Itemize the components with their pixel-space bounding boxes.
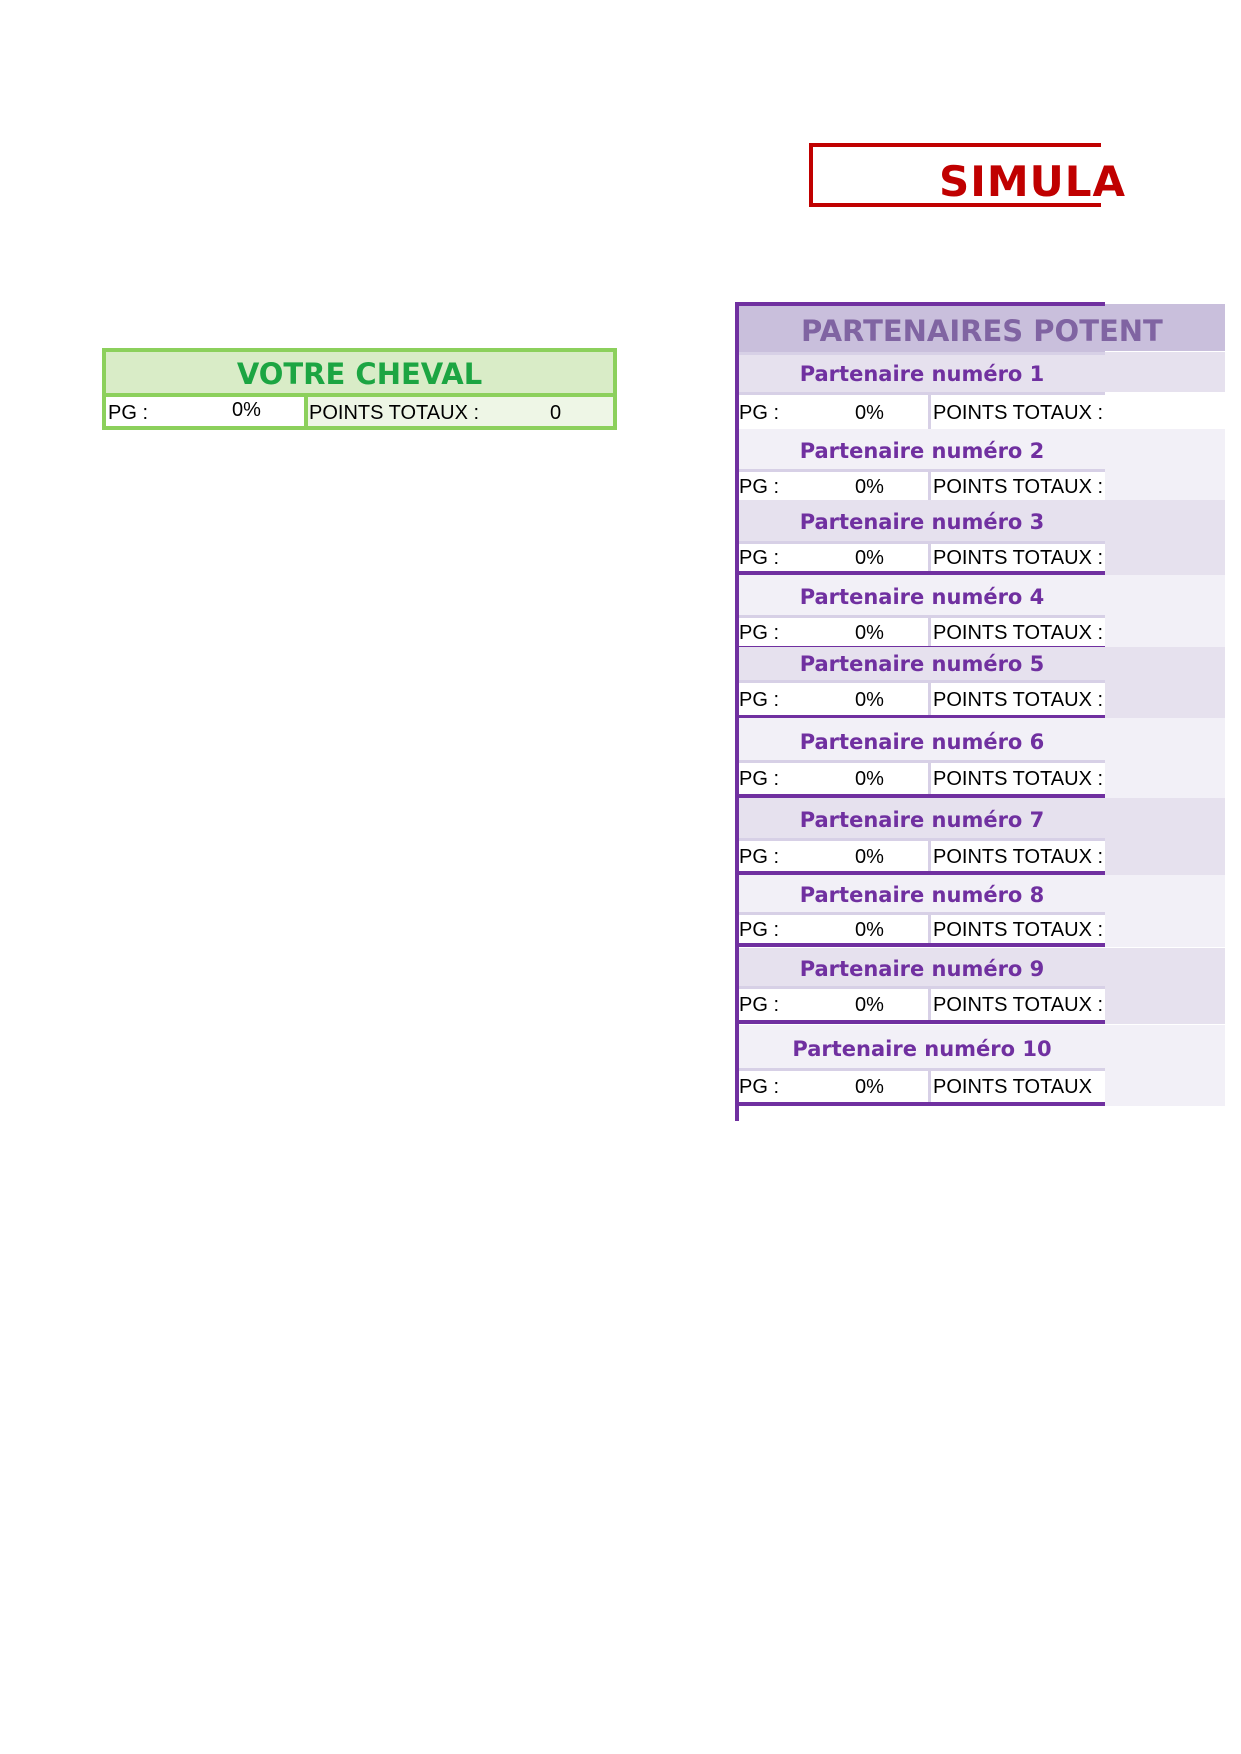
partner-pg-value: 0% — [855, 476, 884, 498]
partner-row-extension — [1105, 1068, 1225, 1106]
partner-pg-label: PG : — [739, 919, 780, 941]
partner-name: Partenaire numéro 1 — [799, 362, 1045, 386]
partner-name: Partenaire numéro 5 — [799, 652, 1045, 676]
potential-partners-panel — [735, 302, 1225, 1121]
partner-name: Partenaire numéro 8 — [799, 883, 1045, 907]
partner-row-extension — [1105, 760, 1225, 798]
page-title-box — [809, 143, 1127, 207]
partner-points-label: POINTS TOTAUX : — [933, 622, 1104, 644]
partner-row-extension — [1105, 392, 1225, 433]
partner-pg-label: PG : — [739, 547, 780, 569]
partner-pg-value: 0% — [855, 846, 884, 868]
partner-name: Partenaire numéro 9 — [799, 957, 1045, 981]
partner-row-extension — [1105, 680, 1225, 719]
horse-points-value: 0 — [550, 402, 562, 424]
your-horse-heading: VOTRE CHEVAL — [106, 352, 613, 397]
partner-points-label: POINTS TOTAUX : — [933, 402, 1104, 424]
partner-pg-value: 0% — [855, 1076, 884, 1098]
partner-name: Partenaire numéro 2 — [799, 439, 1045, 463]
horse-points-label: POINTS TOTAUX : — [309, 402, 480, 424]
partner-row-extension — [1105, 541, 1225, 575]
partner-pg-value: 0% — [855, 622, 884, 644]
partner-row-extension — [1105, 986, 1225, 1024]
partner-row-extension — [1105, 469, 1225, 504]
your-horse-stats-row — [106, 397, 613, 426]
partner-name: Partenaire numéro 10 — [792, 1037, 1052, 1061]
partner-points-label: POINTS TOTAUX : — [933, 994, 1104, 1016]
partner-pg-label: PG : — [739, 768, 780, 790]
partner-points-label: POINTS TOTAUX : — [933, 846, 1104, 868]
horse-pg-label: PG : — [108, 402, 149, 424]
partners-panel-frame — [735, 302, 1163, 1121]
partner-pg-label: PG : — [739, 689, 780, 711]
partner-points-label: POINTS TOTAUX : — [933, 476, 1104, 498]
partner-points-label: POINTS TOTAUX : — [933, 768, 1104, 790]
partner-row-extension — [1105, 838, 1225, 875]
partner-pg-label: PG : — [739, 476, 780, 498]
partner-row-extension — [1105, 615, 1225, 650]
partners-left-border — [735, 302, 739, 1121]
partner-pg-value: 0% — [855, 994, 884, 1016]
partner-name: Partenaire numéro 6 — [799, 730, 1045, 754]
partner-pg-label: PG : — [739, 622, 780, 644]
partners-heading — [739, 306, 1163, 355]
partner-pg-label: PG : — [739, 846, 780, 868]
partner-pg-value: 0% — [855, 402, 884, 424]
partner-pg-value: 0% — [855, 689, 884, 711]
partner-points-label: POINTS TOTAUX : — [933, 919, 1104, 941]
partner-points-label: POINTS TOTAUX — [933, 1076, 1092, 1098]
partner-pg-label: PG : — [739, 1076, 780, 1098]
partner-points-label: POINTS TOTAUX : — [933, 689, 1104, 711]
partner-pg-label: PG : — [739, 402, 780, 424]
partner-pg-value: 0% — [855, 547, 884, 569]
partner-name: Partenaire numéro 3 — [799, 510, 1045, 534]
partner-points-label: POINTS TOTAUX : — [933, 547, 1104, 569]
partner-pg-label: PG : — [739, 994, 780, 1016]
partners-heading-text: PARTENAIRES POTENT — [801, 314, 1163, 348]
page-title: SIMULA — [939, 157, 1127, 206]
partner-row-extension — [1105, 912, 1225, 947]
partner-pg-value: 0% — [855, 768, 884, 790]
partner-name: Partenaire numéro 4 — [799, 585, 1045, 609]
partner-pg-value: 0% — [855, 919, 884, 941]
partner-name: Partenaire numéro 7 — [799, 808, 1045, 832]
your-horse-card — [102, 348, 617, 430]
horse-pg-value: 0% — [232, 399, 261, 421]
